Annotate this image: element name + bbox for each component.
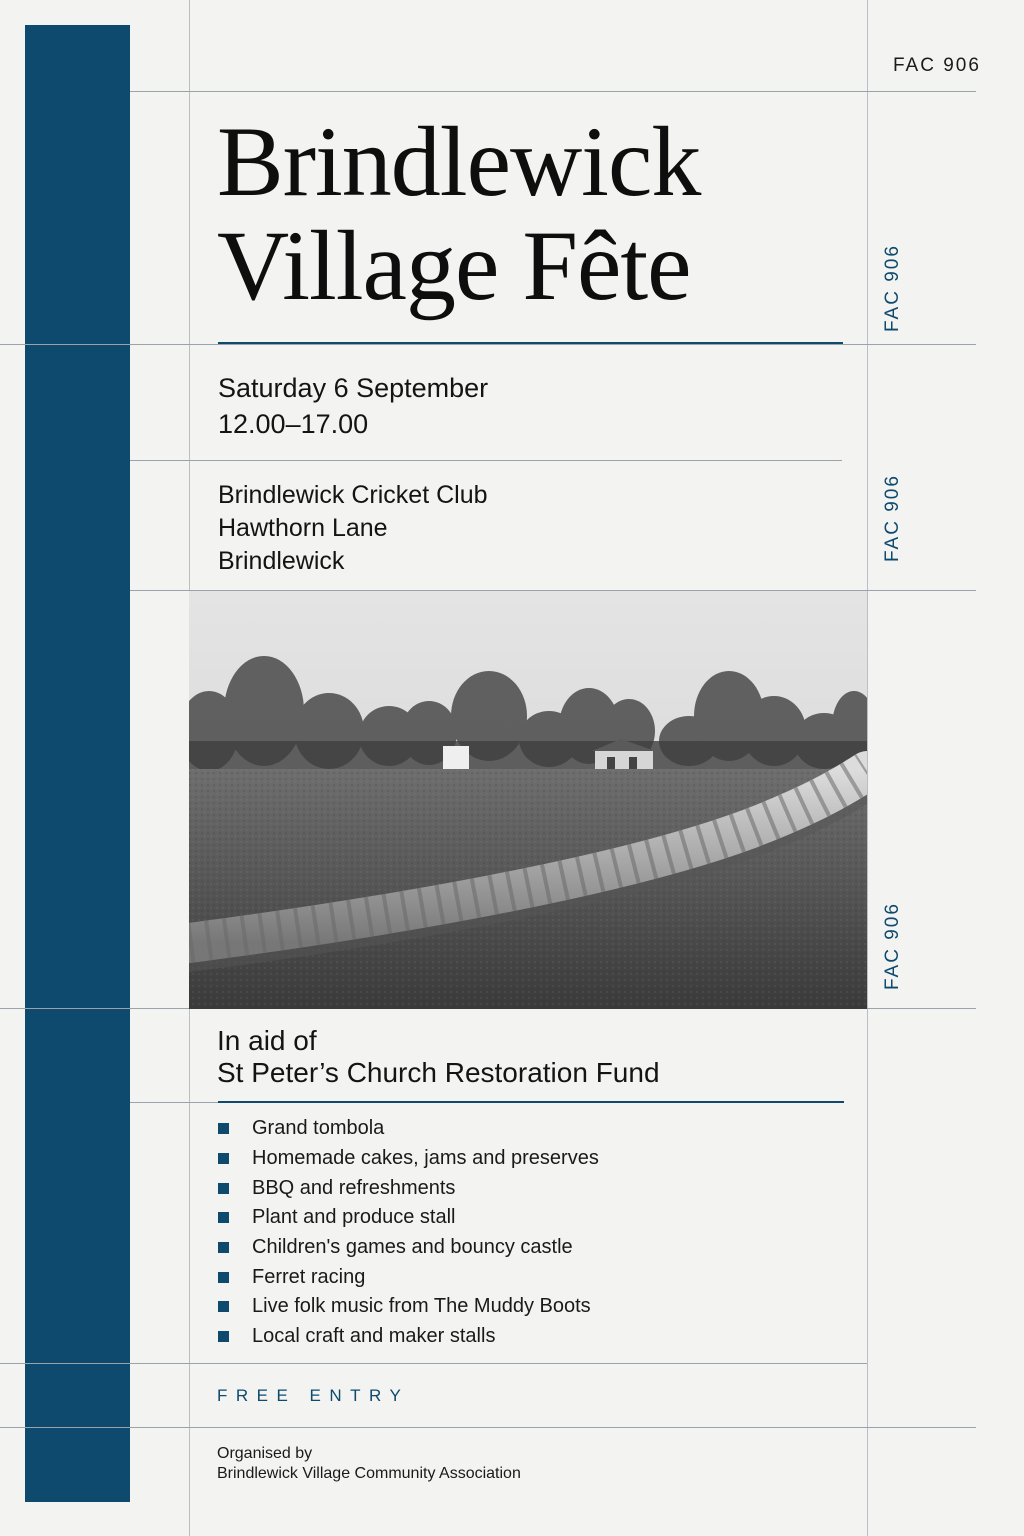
grid-line-entry	[0, 1427, 976, 1428]
event-date	[218, 370, 488, 442]
reference-code-side-2: FAC 906	[882, 474, 903, 562]
grid-line-top	[130, 91, 976, 92]
charity-block	[217, 1025, 660, 1089]
title-line-2: Village Fête	[217, 210, 691, 321]
bullet-square-icon	[218, 1242, 229, 1253]
accent-band	[25, 25, 130, 1502]
attractions-list	[218, 1114, 599, 1352]
organiser-name: Brindlewick Village Community Association	[217, 1465, 521, 1482]
organiser-block	[217, 1444, 521, 1484]
reference-code-side-1: FAC 906	[882, 244, 903, 332]
free-entry-label: FREE ENTRY	[217, 1386, 410, 1405]
grid-line-list	[0, 1363, 867, 1364]
bullet-square-icon	[218, 1301, 229, 1312]
grid-line-right	[867, 0, 868, 1536]
bullet-square-icon	[218, 1123, 229, 1134]
bullet-square-icon	[218, 1331, 229, 1342]
list-item: Plant and produce stall	[218, 1203, 599, 1233]
grid-line-date	[130, 460, 842, 461]
bullet-square-icon	[218, 1212, 229, 1223]
aid-rule	[218, 1101, 844, 1103]
list-item: Live folk music from The Muddy Boots	[218, 1292, 599, 1322]
bullet-square-icon	[218, 1183, 229, 1194]
list-item: Grand tombola	[218, 1114, 599, 1144]
bullet-square-icon	[218, 1153, 229, 1164]
event-day: Saturday 6 September	[218, 373, 489, 403]
charity-prefix: In aid of	[217, 1025, 317, 1056]
event-time: 12.00–17.00	[218, 409, 369, 439]
bullet-square-icon	[218, 1272, 229, 1283]
organiser-label: Organised by	[217, 1445, 313, 1462]
venue-line-1: Brindlewick Cricket Club	[218, 481, 488, 509]
cricket-ground-photo	[189, 591, 867, 1009]
venue-line-2: Hawthorn Lane	[218, 514, 388, 542]
charity-name: St Peter’s Church Restoration Fund	[217, 1057, 660, 1088]
reference-code-side-3: FAC 906	[882, 902, 903, 990]
list-item: Ferret racing	[218, 1262, 599, 1292]
title-line-1: Brindlewick	[217, 106, 701, 217]
title-rule	[218, 342, 843, 344]
event-venue	[218, 479, 488, 578]
reference-code-top: FAC 906	[893, 55, 981, 76]
list-item: Children's games and bouncy castle	[218, 1233, 599, 1263]
list-item: BBQ and refreshments	[218, 1173, 599, 1203]
venue-line-3: Brindlewick	[218, 547, 345, 575]
grid-line-title	[0, 344, 976, 345]
list-item: Homemade cakes, jams and preserves	[218, 1144, 599, 1174]
list-item: Local craft and maker stalls	[218, 1322, 599, 1352]
page-title	[217, 106, 701, 321]
